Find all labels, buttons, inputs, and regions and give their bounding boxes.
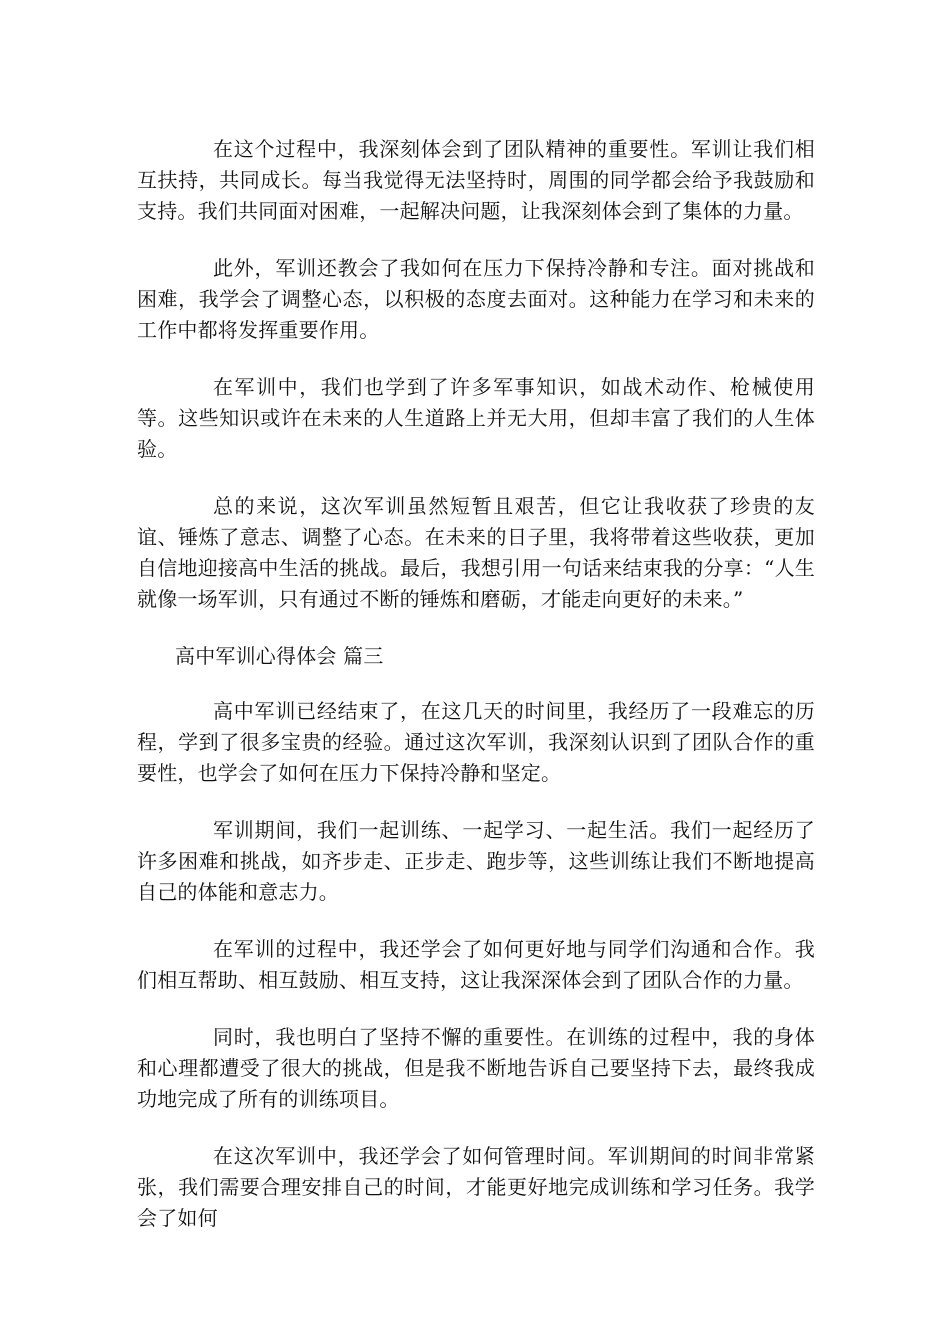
paragraph-team-spirit: 在这个过程中，我深刻体会到了团队精神的重要性。军训让我们相互扶持，共同成长。每当我觉得无法坚持时，周围的同学都会给予我鼓励和支持。我们共同面对困难，一起解决问题，让我深刻体会到了集体的力量。 bbox=[137, 137, 815, 223]
paragraph-summary: 总的来说，这次军训虽然短暂且艰苦，但它让我收获了珍贵的友谊、锤炼了意志、调整了心态。在未来的日子里，我将带着这些收获，更加自信地迎接高中生活的挑战。最后，我想引用一句话来结束我的分享：“人生就像一场军训，只有通过不断的锤炼和磨砺，才能走向更好的未来。” bbox=[137, 494, 815, 611]
document-body bbox=[137, 134, 815, 1260]
paragraph-military-knowledge: 在军训中，我们也学到了许多军事知识，如战术动作、枪械使用等。这些知识或许在未来的人生道路上并无大用，但却丰富了我们的人生体验。 bbox=[137, 375, 815, 461]
paragraph-training-period: 军训期间，我们一起训练、一起学习、一起生活。我们一起经历了许多困难和挑战，如齐步走、正步走、跑步等，这些训练让我们不断地提高自己的体能和意志力。 bbox=[137, 818, 815, 904]
paragraph-perseverance: 同时，我也明白了坚持不懈的重要性。在训练的过程中，我的身体和心理都遭受了很大的挑战，但是我不断地告诉自己要坚持下去，最终我成功地完成了所有的训练项目。 bbox=[137, 1025, 815, 1111]
paragraph-training-ended: 高中军训已经结束了，在这几天的时间里，我经历了一段难忘的历程，学到了很多宝贵的经验。通过这次军训，我深刻认识到了团队合作的重要性，也学会了如何在压力下保持冷静和坚定。 bbox=[137, 699, 815, 785]
paragraph-communication: 在军训的过程中，我还学会了如何更好地与同学们沟通和合作。我们相互帮助、相互鼓励、相互支持，这让我深深体会到了团队合作的力量。 bbox=[137, 937, 815, 992]
paragraph-stay-calm: 此外，军训还教会了我如何在压力下保持冷静和专注。面对挑战和困难，我学会了调整心态，以积极的态度去面对。这种能力在学习和未来的工作中都将发挥重要作用。 bbox=[137, 256, 815, 342]
section-title: 高中军训心得体会 篇三 bbox=[175, 644, 384, 668]
paragraph-time-management: 在这次军训中，我还学会了如何管理时间。军训期间的时间非常紧张，我们需要合理安排自己的时间，才能更好地完成训练和学习任务。我学会了如何 bbox=[137, 1144, 815, 1230]
